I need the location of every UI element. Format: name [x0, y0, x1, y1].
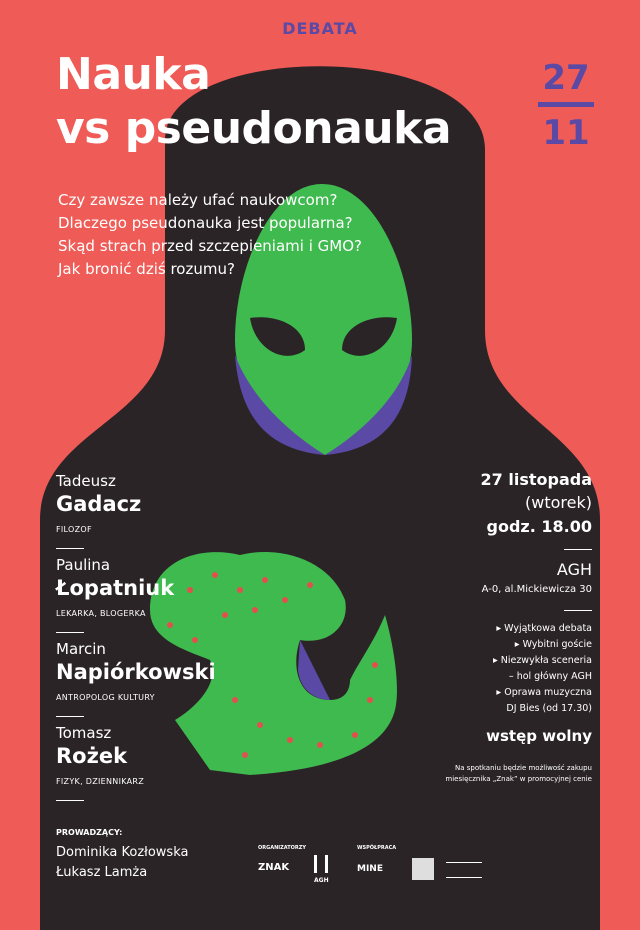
agh-logo-icon	[314, 855, 328, 873]
ministry-logo-icon	[412, 858, 434, 880]
agh-logo: AGH	[314, 877, 329, 884]
speaker-role: FILOZOF	[56, 525, 92, 534]
date-divider	[538, 102, 594, 107]
speaker-role: ANTROPOLOG KULTURY	[56, 693, 155, 702]
speaker-last-name: Rożek	[56, 744, 128, 768]
details-divider	[564, 549, 592, 550]
speaker-divider	[56, 548, 84, 549]
event-hour: godz. 18.00	[486, 517, 592, 536]
speaker-divider	[56, 800, 84, 801]
speaker-3	[56, 640, 256, 717]
event-place: AGH	[556, 560, 592, 579]
question-1: Czy zawsze należy ufać naukowcom?	[58, 191, 338, 209]
event-weekday: (wtorek)	[525, 493, 592, 512]
highlight-item: ▸ Wybitni goście	[514, 639, 592, 650]
speaker-role: FIZYK, DZIENNIKARZ	[56, 777, 145, 786]
speaker-divider	[56, 716, 84, 717]
entry-info: wstęp wolny	[486, 727, 592, 745]
details-divider	[564, 610, 592, 611]
speaker-last-name: Napiórkowski	[56, 660, 216, 684]
event-details	[445, 469, 592, 785]
note-line-2: miesięcznika „Znak” w promocyjnej cenie	[445, 775, 592, 783]
note-line-1: Na spotkaniu będzie możliwość zakupu	[455, 764, 592, 772]
speaker-first-name: Tadeusz	[56, 472, 116, 490]
highlight-item: ▸ Niezwykła sceneria	[492, 655, 592, 666]
date-month: 11	[542, 113, 590, 153]
speaker-first-name: Tomasz	[56, 724, 112, 742]
poster-title	[56, 48, 451, 156]
organizers-label: ORGANIZATORZY	[258, 845, 306, 851]
speaker-last-name: Gadacz	[56, 492, 142, 516]
speaker-last-name: Łopatniuk	[56, 576, 175, 600]
speaker-2	[56, 556, 256, 633]
partner-logo-icon	[446, 862, 482, 878]
mine-logo: MINE	[357, 864, 383, 874]
title-line-1: Nauka	[56, 49, 211, 100]
speaker-first-name: Paulina	[56, 556, 111, 574]
highlight-item: ▸ Wyjątkowa debata	[496, 623, 592, 634]
znak-logo: ZNAK	[258, 862, 290, 873]
event-date: 27 listopada	[480, 470, 592, 489]
host-label: PROWADZĄCY:	[56, 828, 123, 837]
cooperation-label: WSPÓŁPRACA	[357, 845, 397, 851]
speaker-1	[56, 472, 256, 549]
date-badge	[538, 58, 594, 153]
question-4: Jak bronić dziś rozumu?	[58, 260, 235, 278]
speaker-first-name: Marcin	[56, 640, 106, 658]
highlight-item: ▸ Oprawa muzyczna	[496, 687, 592, 698]
highlight-item: DJ Bies (od 17.30)	[506, 703, 592, 714]
date-day: 27	[542, 58, 590, 98]
title-line-2: vs pseudonauka	[56, 103, 452, 154]
event-highlights	[445, 621, 592, 717]
question-2: Dlaczego pseudonauka jest popularna?	[58, 214, 353, 232]
event-type-label: DEBATA	[282, 19, 358, 38]
speaker-divider	[56, 632, 84, 633]
host-1: Dominika Kozłowska	[56, 845, 189, 860]
host-2: Łukasz Lamża	[56, 865, 148, 880]
highlight-item: – hol główny AGH	[508, 671, 592, 682]
speaker-role: LEKARKA, BLOGERKA	[56, 609, 146, 618]
event-address: A-0, al.Mickiewicza 30	[481, 584, 592, 595]
question-3: Skąd strach przed szczepieniami i GMO?	[58, 237, 362, 255]
speaker-4	[56, 724, 256, 801]
